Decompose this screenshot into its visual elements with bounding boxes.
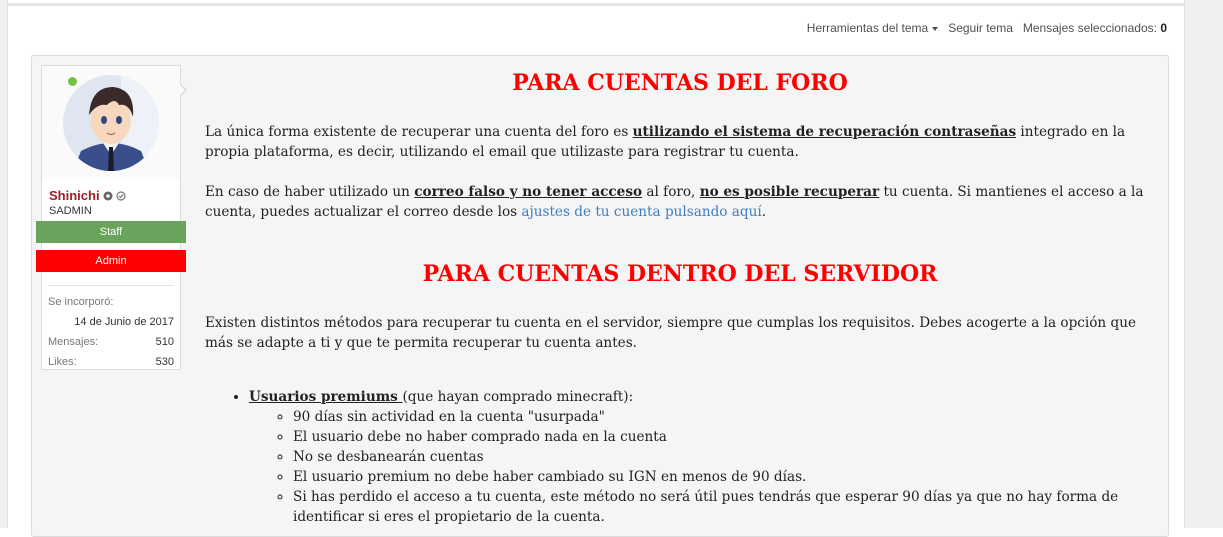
list-item: ◦ Si has perdido el acceso a tu cuenta, este método no será útil pues tendrás que esperar 90 días ya que no hay forma de identificar si eres el propietario de la cuenta. (293, 487, 1149, 527)
account-settings-link[interactable]: ajustes de tu cuenta pulsando aquí (521, 204, 762, 220)
thread-tools-menu[interactable] (807, 21, 938, 35)
user-stats (48, 291, 174, 372)
p1-text-a: La única forma existente de recuperar una cuenta del foro es (205, 124, 633, 140)
likes-row (48, 352, 174, 372)
p2-text-f: . (761, 204, 767, 220)
card-pointer-fill (179, 84, 185, 96)
messages-value: 510 (155, 336, 174, 348)
premium-list-title: Usuarios premiums (249, 389, 403, 405)
premium-list-item (249, 387, 1149, 527)
stats-divider (48, 285, 174, 286)
p1-emphasis: utilizando el sistema de recuperación contraseñas (632, 124, 1017, 140)
username[interactable] (49, 188, 126, 203)
heading-forum-accounts: PARA CUENTAS DEL FORO (512, 70, 848, 96)
avatar[interactable] (63, 75, 159, 171)
caret-down-icon (932, 27, 938, 31)
p2-text-e: tu cuenta. Si mantienes el acceso a la cuenta, puedes actualizar el correo desde los (205, 184, 1144, 220)
list-item: ◦ No se desbanearán cuentas (293, 447, 1149, 467)
user-card (41, 65, 181, 370)
p1-text-c: integrado en la propia plataforma, es decir, utilizando el email que utilizaste para registrar tu cuenta. (205, 124, 1126, 160)
premium-requirements (249, 407, 1149, 527)
list-item: ◦ El usuario debe no haber comprado nada en la cuenta (293, 427, 1149, 447)
thread-toolbar (807, 21, 1167, 35)
selected-messages-count: 0 (1160, 21, 1167, 35)
likes-label: Likes: (48, 356, 77, 368)
online-status-icon (67, 76, 78, 87)
selected-messages[interactable] (1023, 21, 1167, 35)
paragraph-server-methods: Existen distintos métodos para recuperar tu cuenta en el servidor, siempre que cumplas los requisitos. Debes acogerte a la opción que más se adapte a ti y que te permita recuperar tu cuenta antes. (205, 315, 1137, 351)
p2-text-c: al foro, (642, 184, 700, 200)
verified-check-icon (116, 191, 126, 201)
top-divider (8, 3, 1184, 6)
paragraph-forum-recovery (205, 122, 1150, 162)
admin-banner: Admin (36, 250, 186, 272)
p2-text-a: En caso de haber utilizado un (205, 184, 415, 200)
staff-banner: Staff (36, 221, 186, 243)
joined-value: 14 de Junio de 2017 (74, 316, 174, 328)
follow-thread-link[interactable]: Seguir tema (948, 21, 1013, 35)
post-container (31, 55, 1169, 537)
premium-list (205, 387, 1149, 527)
username-text: Shinichi (49, 188, 100, 203)
likes-value: 530 (155, 356, 174, 368)
user-title: SADMIN (49, 205, 92, 217)
gear-badge-icon (103, 191, 113, 201)
premium-list-title-rest: (que hayan comprado minecraft): (402, 389, 634, 405)
paragraph-fake-email (205, 182, 1150, 222)
window-frame-left (0, 0, 8, 528)
list-item: ◦ El usuario premium no debe haber cambiado su IGN en menos de 90 días. (293, 467, 1149, 487)
avatar-area (42, 66, 180, 179)
selected-messages-label: Mensajes seleccionados: (1022, 21, 1157, 35)
list-item: ◦ 90 días sin actividad en la cuenta "usurpada" (293, 407, 1149, 427)
scrollbar-track[interactable] (1184, 0, 1223, 528)
p2-emphasis-1: correo falso y no tener acceso (414, 184, 643, 200)
heading-server-accounts: PARA CUENTAS DENTRO DEL SERVIDOR (422, 261, 938, 287)
messages-label: Mensajes: (48, 336, 99, 348)
p2-emphasis-2: no es posible recuperar (699, 184, 880, 200)
joined-label: Se incorporó: (48, 296, 114, 308)
messages-row (48, 332, 174, 352)
thread-tools-label: Herramientas del tema (806, 21, 929, 35)
